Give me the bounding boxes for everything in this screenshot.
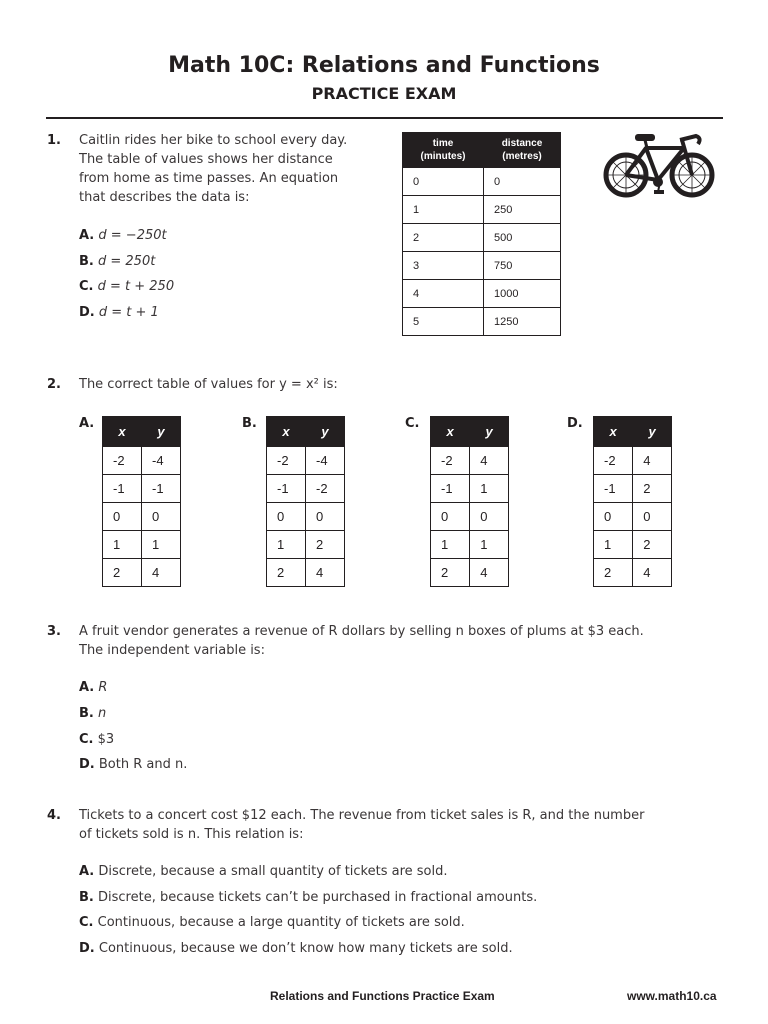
question-1-line: that describes the data is: — [79, 190, 250, 205]
question-2-label-b: B. — [242, 416, 257, 431]
question-1-option-b: B. d = 250t — [79, 254, 156, 269]
table-row: -1 -1 — [103, 475, 181, 503]
question-1-line: Caitlin rides her bike to school every day. — [79, 133, 348, 148]
bicycle-icon — [602, 128, 717, 203]
question-4-option-a: A. Discrete, because a small quantity of tickets are sold. — [79, 864, 448, 879]
question-3-number: 3. — [47, 624, 61, 639]
table-row: 4 1000 — [403, 280, 561, 308]
footer-title: Relations and Functions Practice Exam — [270, 989, 495, 1003]
question-2-number: 2. — [47, 377, 61, 392]
question-4-text — [79, 806, 644, 844]
question-3-line: The independent variable is: — [79, 643, 265, 658]
table-row: 0 0 — [103, 503, 181, 531]
table-row: -1 1 — [431, 475, 509, 503]
question-1-option-d: D. d = t + 1 — [79, 305, 159, 320]
table-row: 0 0 — [431, 503, 509, 531]
question-3-option-b: B. n — [79, 706, 107, 721]
table-row: -2 -4 — [103, 447, 181, 475]
question-3-option-d: D. Both R and n. — [79, 757, 188, 772]
question-2-label-a: A. — [79, 416, 95, 431]
table-row: 5 1250 — [403, 308, 561, 336]
question-2-table-d: x y -2 4 -1 2 0 0 1 2 2 4 — [593, 416, 672, 587]
table-row: 0 0 — [594, 503, 672, 531]
header-divider — [46, 117, 723, 119]
table-row: 1 2 — [267, 531, 345, 559]
question-2-label-d: D. — [567, 416, 583, 431]
question-4-number: 4. — [47, 808, 61, 823]
question-1-number: 1. — [47, 133, 61, 148]
table-row: 2 500 — [403, 224, 561, 252]
table-row: -1 -2 — [267, 475, 345, 503]
table-header-distance: distance (metres) — [484, 133, 561, 168]
table-header-time: time (minutes) — [403, 133, 484, 168]
question-2-table-a: x y -2 -4 -1 -1 0 0 1 1 2 4 — [102, 416, 181, 587]
question-1-table — [402, 132, 561, 336]
question-2-table-c: x y -2 4 -1 1 0 0 1 1 2 4 — [430, 416, 509, 587]
question-1-option-a: A. d = −250t — [79, 228, 167, 243]
table-row: 2 4 — [594, 559, 672, 587]
question-4-option-b: B. Discrete, because tickets can’t be purchased in fractional amounts. — [79, 890, 538, 905]
question-1-text — [79, 131, 347, 207]
question-4-line: of tickets sold is n. This relation is: — [79, 827, 304, 842]
table-row: 1 1 — [103, 531, 181, 559]
question-1-line: The table of values shows her distance — [79, 152, 333, 167]
table-row: 3 750 — [403, 252, 561, 280]
table-row: 1 2 — [594, 531, 672, 559]
question-3-text — [79, 622, 644, 660]
question-3-option-a: A. R — [79, 680, 108, 695]
question-4-line: Tickets to a concert cost $12 each. The revenue from ticket sales is R, and the number — [79, 808, 645, 823]
table-row: 0 0 — [403, 168, 561, 196]
question-4-option-c: C. Continuous, because a large quantity of tickets are sold. — [79, 915, 465, 930]
table-row: 2 4 — [267, 559, 345, 587]
question-3-line: A fruit vendor generates a revenue of R dollars by selling n boxes of plums at $3 each. — [79, 624, 644, 639]
table-row: -2 4 — [431, 447, 509, 475]
table-row: 2 4 — [103, 559, 181, 587]
table-row: -2 -4 — [267, 447, 345, 475]
table-row: -1 2 — [594, 475, 672, 503]
footer-url[interactable]: www.math10.ca — [627, 989, 717, 1003]
question-3-option-c: C. $3 — [79, 732, 115, 747]
table-row: 0 0 — [267, 503, 345, 531]
page-title: Math 10C: Relations and Functions — [168, 53, 600, 78]
question-1-line: from home as time passes. An equation — [79, 171, 339, 186]
question-1-option-c: C. d = t + 250 — [79, 279, 175, 294]
question-4-option-d: D. Continuous, because we don’t know how many tickets are sold. — [79, 941, 513, 956]
table-row: 2 4 — [431, 559, 509, 587]
question-2-table-b: x y -2 -4 -1 -2 0 0 1 2 2 4 — [266, 416, 345, 587]
question-2-label-c: C. — [405, 416, 420, 431]
question-2-text: The correct table of values for y = x² is: — [79, 377, 338, 392]
table-row: 1 250 — [403, 196, 561, 224]
table-row: -2 4 — [594, 447, 672, 475]
page-subtitle: PRACTICE EXAM — [311, 84, 457, 103]
table-row: 1 1 — [431, 531, 509, 559]
